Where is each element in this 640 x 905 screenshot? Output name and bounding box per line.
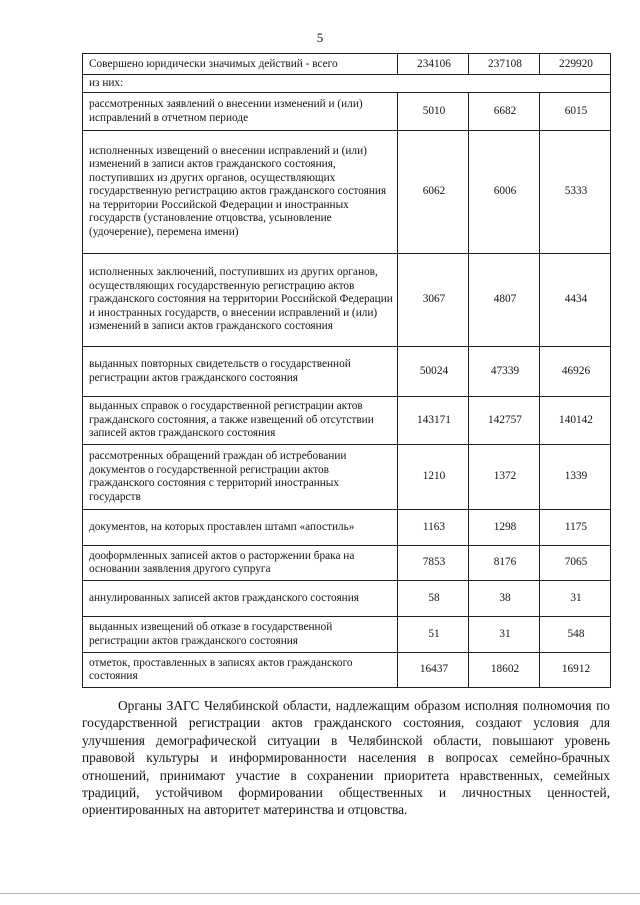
- row-value: 16912: [540, 652, 611, 687]
- row-value: 1163: [398, 509, 469, 545]
- table-row: [83, 616, 611, 652]
- row-value: 47339: [469, 346, 540, 396]
- row-value: 58: [398, 580, 469, 616]
- table-row-total: [83, 54, 611, 75]
- row-label: дооформленных записей актов о расторжении брака на основании заявления другого супруга: [83, 545, 398, 580]
- total-value: 229920: [540, 54, 611, 75]
- row-label: аннулированных записей актов гражданского состояния: [83, 580, 398, 616]
- row-label: исполненных извещений о внесении исправлений и (или) изменений в записи актов гражданского состояния, поступивших из других органов, осуществляющих государственную регистрацию актов гражданского состояния на территории Российской Федерации и иностранных государств (установление отцовства, усыновление (удочерение), перемена имени): [83, 130, 398, 253]
- row-value: 1175: [540, 509, 611, 545]
- row-label: документов, на которых проставлен штамп «апостиль»: [83, 509, 398, 545]
- subheader-label: из них:: [83, 75, 611, 93]
- row-value: 6015: [540, 92, 611, 130]
- total-value: 237108: [469, 54, 540, 75]
- row-value: 140142: [540, 396, 611, 444]
- row-value: 51: [398, 616, 469, 652]
- row-value: 6006: [469, 130, 540, 253]
- row-value: 7065: [540, 545, 611, 580]
- row-value: 38: [469, 580, 540, 616]
- table-row: [83, 396, 611, 444]
- row-value: 31: [540, 580, 611, 616]
- table-row: [83, 444, 611, 509]
- row-value: 6062: [398, 130, 469, 253]
- row-value: 143171: [398, 396, 469, 444]
- table-row: [83, 130, 611, 253]
- row-value: 7853: [398, 545, 469, 580]
- table-row: [83, 545, 611, 580]
- table-row: [83, 509, 611, 545]
- table-row: [83, 346, 611, 396]
- row-value: 5010: [398, 92, 469, 130]
- row-value: 1339: [540, 444, 611, 509]
- row-value: 1298: [469, 509, 540, 545]
- row-value: 1372: [469, 444, 540, 509]
- row-value: 1210: [398, 444, 469, 509]
- row-value: 4807: [469, 253, 540, 346]
- row-value: 18602: [469, 652, 540, 687]
- row-value: 6682: [469, 92, 540, 130]
- row-label: отметок, проставленных в записях актов гражданского состояния: [83, 652, 398, 687]
- row-value: 50024: [398, 346, 469, 396]
- total-label: Совершено юридически значимых действий - всего: [83, 54, 398, 75]
- table-row: [83, 580, 611, 616]
- table-row: [83, 652, 611, 687]
- table-row-subheader: [83, 75, 611, 93]
- table-row: [83, 253, 611, 346]
- row-label: выданных извещений об отказе в государственной регистрации актов гражданского состояния: [83, 616, 398, 652]
- row-value: 4434: [540, 253, 611, 346]
- row-label: рассмотренных обращений граждан об истребовании документов о государственной регистрации актов гражданского состояния с территорий иностранных государств: [83, 444, 398, 509]
- page-number: 5: [316, 30, 324, 45]
- table-row: [83, 92, 611, 130]
- row-value: 16437: [398, 652, 469, 687]
- body-paragraph: Органы ЗАГС Челябинской области, надлежащим образом исполняя полномочия по государственной регистрации актов гражданского состояния, создают условия для улучшения демографической ситуации в Челябинской области, повышают уровень правовой культуры и информированности населения в вопросах семейно-брачных отношений, принимают участие в сохранении приоритета нравственных, семейных традиций, устойчивом формировании общественных и личностных ценностей, ориентированных на авторитет материнства и отцовства.: [82, 698, 610, 818]
- row-value: 8176: [469, 545, 540, 580]
- row-value: 5333: [540, 130, 611, 253]
- row-label: рассмотренных заявлений о внесении изменений и (или) исправлений в отчетном периоде: [83, 92, 398, 130]
- page-bottom-rule: [0, 893, 640, 894]
- row-value: 31: [469, 616, 540, 652]
- total-value: 234106: [398, 54, 469, 75]
- row-label: выданных справок о государственной регистрации актов гражданского состояния, а также извещений об отсутствии записей актов гражданского состояния: [83, 396, 398, 444]
- statistics-table: [82, 53, 611, 688]
- row-label: исполненных заключений, поступивших из других органов, осуществляющих государственную регистрацию актов гражданского состояния на территории Российской Федерации и иностранных государств, о внесении исправлений и (или) изменений в записи актов гражданского состояния: [83, 253, 398, 346]
- row-value: 3067: [398, 253, 469, 346]
- row-value: 46926: [540, 346, 611, 396]
- row-label: выданных повторных свидетельств о государственной регистрации актов гражданского состояния: [83, 346, 398, 396]
- row-value: 142757: [469, 396, 540, 444]
- row-value: 548: [540, 616, 611, 652]
